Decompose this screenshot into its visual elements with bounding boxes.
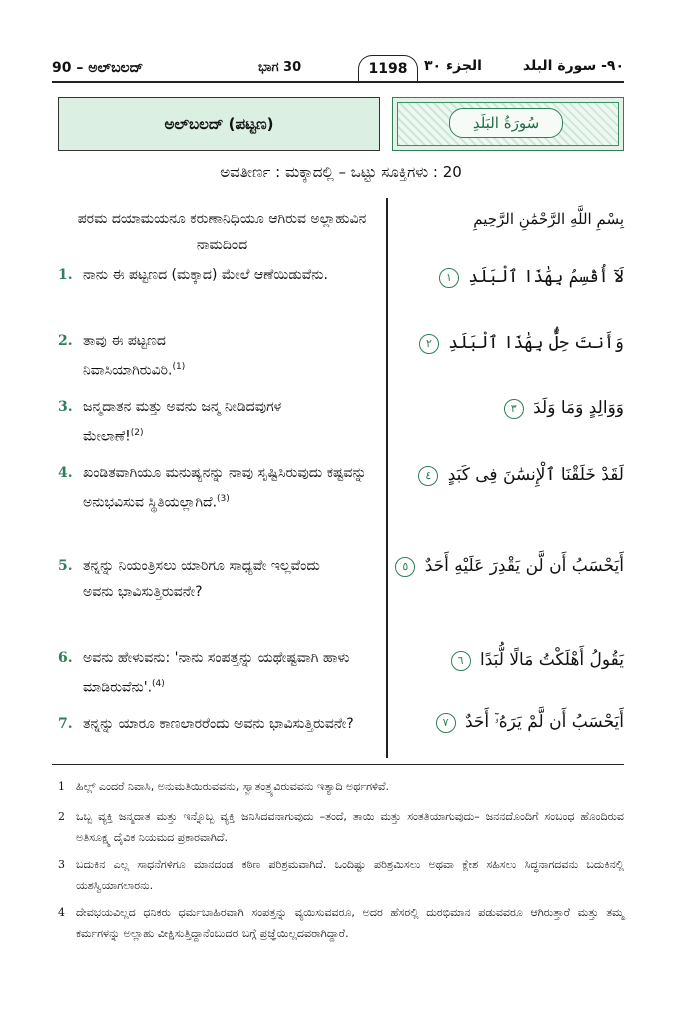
verse-kannada-text: ಅವನು ಹೇಳುವನು: 'ನಾನು ಸಂಪತ್ತನ್ನು ಯಥೇಷ್ಟವಾಗಿ ಹಾಳು ಮಾಡಿರುವೆನು'.: [83, 650, 350, 696]
header-left-surah-label: 90 – ಅಲ್‌ಬಲದ್: [52, 60, 144, 76]
verse-arabic-text: لَآ أُقْسِمُ بِهَٰذَا ٱلْبَلَدِ: [468, 267, 624, 287]
header-right-surah-arabic: ٩٠- سورة البلد: [522, 58, 624, 74]
verse-arabic: [394, 266, 624, 288]
footnote-number: 4: [58, 906, 65, 919]
footnote-number: 1: [58, 780, 65, 793]
verse-arabic-text: أَيَحْسَبُ أَن لَّمْ يَرَهُۥٓ أَحَدٌ: [464, 712, 624, 732]
footnote: [58, 806, 624, 848]
header-divider: [52, 81, 624, 83]
verse-number: 5.: [58, 558, 73, 574]
header-part-arabic: الجزء ٣٠: [424, 58, 482, 74]
footnote-ref: (1): [172, 362, 186, 372]
verse-number: 7.: [58, 716, 73, 732]
verse-number: 4.: [58, 465, 73, 481]
verse-kannada-text: ನಾನು ಈ ಪಟ್ಟಣದ (ಮಕ್ಕಾದ) ಮೇಲೆ ಆಣೆಯಿಡುವೆನು.: [83, 267, 328, 283]
footnote-ref: (2): [130, 428, 144, 438]
verse-arabic-text: لَقَدْ خَلَقْنَا ٱلْإِنسَٰنَ فِى كَبَدٍ: [447, 465, 624, 485]
verse-kannada: [83, 328, 243, 384]
verse-arabic: [394, 556, 624, 577]
footnote: [58, 902, 624, 944]
verse-end-marker: ٤: [418, 466, 438, 486]
surah-title-arabic-box: [392, 97, 624, 151]
verse-end-marker: ٦: [451, 651, 471, 671]
verse-arabic-text: وَأَنتَ حِلٌّۢ بِهَٰذَا ٱلْبَلَدِ: [448, 333, 624, 353]
verse-kannada: [83, 394, 323, 450]
surah-title-arabic: سُورَةُ البَلَدِ: [449, 108, 563, 138]
footnote-text: ಒಬ್ಬ ವ್ಯಕ್ತಿ ಜನ್ಮದಾತ ಮತ್ತು ಇನ್ನೊಬ್ಬ ವ್ಯಕ್ತಿ ಜನಿಸಿದವನಾಗುವುದು –ತಂದೆ, ತಾಯಿ ಮತ್ತು ಸಂತತಿಯಾಗುವುದು– ಜನನದೊಂದಿಗೆ ಸಂಬಂಧ ಹೊಂದಿರುವ ಅತಿಸೂಕ್ಷ್ಮ ದೈವಿಕ ನಿಯಮದ ಪ್ರಕಾರವಾಗಿದೆ.: [76, 810, 624, 844]
verse-number: 1.: [58, 267, 73, 283]
verse-number: 3.: [58, 399, 73, 415]
surah-title-kannada-box: [58, 97, 380, 151]
verse-number: 6.: [58, 650, 73, 666]
verse-end-marker: ٥: [395, 557, 415, 577]
page-number: 1198: [358, 55, 418, 82]
verse-kannada-text: ತನ್ನನ್ನು ಯಾರೂ ಕಾಣಲಾರರೆಂದು ಅವನು ಭಾವಿಸುತ್ತಿರುವನೇ?: [83, 716, 354, 732]
bismillah-arabic: بِسْمِ اللَّهِ الرَّحْمَٰنِ الرَّحِيمِ: [473, 210, 624, 228]
verse-kannada: [83, 460, 383, 516]
verse-number: 2.: [58, 333, 73, 349]
verse-arabic: [394, 332, 624, 354]
footnote-text: ಬದುಕಿನ ಎಲ್ಲ ಸಾಧನೆಗಳಿಗೂ ಮಾನದಂಡ ಕಠಿಣ ಪರಿಶ್ರಮವಾಗಿದೆ. ಒಂದಿಷ್ಟು ಪರಿಶ್ರಮಿಸಲು ಅಥವಾ ಕ್ಲೇಶ ಸಹಿಸಲು ಸಿದ್ಧನಾಗದವನು ಬದುಕಿನಲ್ಲಿ ಯಶಸ್ವಿಯಾಗಲಾರನು.: [76, 858, 624, 892]
verse-arabic: [394, 398, 624, 419]
verse-kannada: [83, 711, 383, 737]
revelation-info: ಅವತೀರ್ಣ : ಮಕ್ಕಾದಲ್ಲಿ – ಒಟ್ಟು ಸೂಕ್ತಿಗಳು : 20: [220, 163, 462, 181]
surah-title-kannada: ಅಲ್‌ಬಲದ್ (ಪಟ್ಟಣ): [164, 115, 274, 133]
footnote-number: 2: [58, 810, 65, 823]
verse-arabic-text: أَيَحْسَبُ أَن لَّن يَقْدِرَ عَلَيْهِ أَحَدٌ: [424, 556, 624, 576]
verse-kannada: [83, 262, 383, 288]
header-part-label: ಭಾಗ 30: [258, 60, 302, 75]
verse-kannada-text: ತಾವು ಈ ಪಟ್ಟಣದ ನಿವಾಸಿಯಾಗಿರುವಿರಿ.: [83, 333, 173, 379]
verse-arabic: [394, 464, 624, 486]
verse-kannada-text: ಜನ್ಮದಾತನ ಮತ್ತು ಅವನು ಜನ್ಮ ನೀಡಿದವುಗಳ ಮೇಲಾಣೆ!: [83, 399, 282, 445]
verse-end-marker: ٢: [419, 334, 439, 354]
verse-arabic-text: وَوَالِدٍ وَمَا وَلَدَ: [533, 398, 624, 418]
verse-end-marker: ٣: [504, 399, 524, 419]
verse-end-marker: ١: [439, 268, 459, 288]
footnote-number: 3: [58, 858, 65, 871]
verse-kannada: [83, 553, 333, 605]
footnote-divider: [52, 764, 624, 765]
footnote-text: ಹಿಲ್ಲ್ ಎಂದರೆ ನಿವಾಸಿ, ಅನುಮತಿಯಿರುವವನು, ಸ್ವಾತಂತ್ರ್ಯವಿರುವವನು ಇತ್ಯಾದಿ ಅರ್ಥಗಳಿವೆ.: [76, 780, 390, 793]
verse-arabic: [394, 712, 624, 733]
verse-kannada-text: ತನ್ನನ್ನು ನಿಯಂತ್ರಿಸಲು ಯಾರಿಗೂ ಸಾಧ್ಯವೇ ಇಲ್ಲವೆಂದು ಅವನು ಭಾವಿಸುತ್ತಿರುವನೇ?: [83, 558, 320, 600]
footnote-ref: (3): [217, 494, 230, 504]
verse-end-marker: ٧: [436, 713, 456, 733]
verse-arabic-text: يَقُولُ أَهْلَكْتُ مَالًا لُّبَدًا: [479, 650, 624, 670]
intro-kannada: ಪರಮ ದಯಾಮಯನೂ ಕರುಣಾನಿಧಿಯೂ ಆಗಿರುವ ಅಲ್ಲಾಹುವಿನ ನಾಮದಿಂದ: [77, 211, 367, 253]
verse-arabic: [394, 650, 624, 671]
footnote: [58, 854, 624, 896]
verse-kannada: [83, 645, 383, 701]
verse-kannada-text: ಖಂಡಿತವಾಗಿಯೂ ಮನುಷ್ಯನನ್ನು ನಾವು ಸೃಷ್ಟಿಸಿರುವುದು ಕಷ್ಟವನ್ನು ಅನುಭವಿಸುವ ಸ್ಥಿತಿಯಲ್ಲಾಗಿದೆ.: [83, 465, 367, 511]
column-divider: [386, 198, 388, 758]
footnote-ref: (4): [152, 679, 165, 689]
footnote-text: ದೇವಭಯವಿಲ್ಲದ ಧನಿಕರು ಧರ್ಮಬಾಹಿರವಾಗಿ ಸಂಪತ್ತನ್ನು ವ್ಯಯಿಸುವವರೂ, ಅದರ ಹೆಸರಲ್ಲಿ ದುರಭಿಮಾನ ಪಡುವವರೂ ಆಗಿರುತ್ತಾರೆ ಮತ್ತು ತಮ್ಮ ಕರ್ಮಗಳನ್ನು ಅಲ್ಲಾಹು ವೀಕ್ಷಿಸುತ್ತಿದ್ದಾನೆಂಬುದರ ಬಗ್ಗೆ ಪ್ರಜ್ಞೆಯಿಲ್ಲದವರಾಗಿದ್ದಾರೆ.: [76, 906, 624, 940]
footnote: [58, 776, 624, 797]
